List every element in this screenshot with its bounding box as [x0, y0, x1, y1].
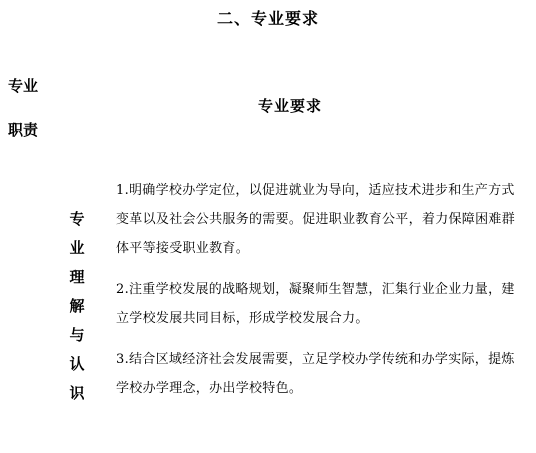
section-title: 二、专业要求	[216, 9, 319, 28]
vertical-label	[65, 205, 89, 408]
paragraph-3: 3.结合区域经济社会发展需要，立足学校办学传统和办学实际，提炼学校办学理念，办出学校特色。	[116, 352, 515, 396]
category-label-line2: 职责	[8, 121, 39, 139]
paragraph-1: 1.明确学校办学定位，以促进就业为导向，适应技术进步和生产方式变革以及社会公共服务的需要。促进职业教育公平，着力保障困难群体平等接受职业教育。	[116, 183, 516, 256]
paragraph-2: 2.注重学校发展的战略规划，凝聚师生智慧，汇集行业企业力量，建立学校发展共同目标，形成学校发展合力。	[116, 282, 515, 326]
vertical-label-char: 识	[69, 384, 85, 402]
vertical-label-char: 专	[69, 210, 85, 228]
category-label-line1: 专业	[8, 77, 39, 95]
vertical-label-char: 认	[69, 355, 85, 373]
vertical-label-char: 与	[69, 326, 85, 344]
vertical-label-char: 理	[69, 268, 85, 286]
vertical-label-char: 业	[69, 239, 85, 257]
content-area	[116, 176, 526, 415]
sub-title: 专业要求	[257, 97, 322, 115]
vertical-label-char: 解	[69, 297, 85, 315]
